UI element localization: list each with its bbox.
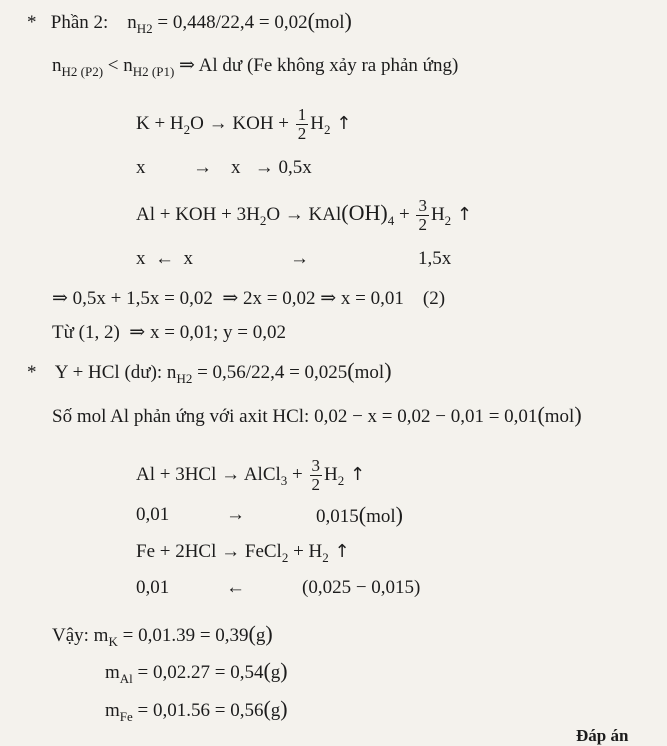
symbol-m: m (105, 662, 120, 683)
gas-arrow-icon: ↑ (344, 463, 366, 485)
gas-arrow-icon: ↑ (451, 203, 472, 225)
ratio-right: (0,025 − 0,015) (302, 577, 421, 598)
plus: + (287, 463, 308, 485)
bullet: * (27, 12, 37, 33)
gas-arrow-icon: ↑ (330, 112, 352, 134)
line-al-moles: Số mol Al phản ứng với axit HCl: 0,02 − x = 0,02 − 0,01 = 0,01(mol) (52, 402, 582, 427)
eq-mid: O → KAl (266, 203, 342, 225)
subscript: H2 (176, 371, 193, 386)
expression: = 0,01.56 = 0,56 (132, 700, 264, 721)
fraction-numerator: 3 (311, 456, 321, 475)
eq-lhs: Al + 3HCl → AlCl (136, 463, 281, 485)
ratio-arrow: → (226, 504, 245, 525)
fraction-denominator: 2 (418, 215, 427, 234)
mass-al: $m_{Al} = 0,02.27 = 0,54(g)$ (105, 658, 288, 686)
next-section-heading: Đáp án (576, 726, 629, 745)
subscript: 2 (444, 212, 452, 228)
subscript: 2 (322, 550, 329, 565)
subscript: 3 (280, 472, 288, 488)
subscript: Al (119, 671, 133, 686)
mole-ratio-3: 0,01 → 0,015(mol) (136, 502, 403, 527)
subscript: K (108, 634, 118, 649)
ratio-right: 1,5x (418, 248, 452, 269)
unit: mol (366, 506, 396, 527)
subscript: 2 (337, 472, 345, 488)
hydrogen: H (310, 112, 325, 134)
result-xy: Từ (1, 2) ⇒ x = 0,01; y = 0,02 (52, 322, 286, 343)
eq-mid: + H (288, 541, 323, 562)
subscript: 2 (324, 121, 331, 137)
hydrogen: H (430, 203, 445, 225)
fraction (416, 197, 429, 234)
conclusion: ⇒ Al dư (Fe không xảy ra phản ứng) (174, 55, 459, 76)
unit: mol (544, 406, 575, 427)
expression: = 0,01.39 = 0,39 (117, 625, 249, 646)
text: Số mol Al phản ứng với axit HCl: 0,02 − x = 0,02 − 0,01 = 0,01 (52, 406, 538, 427)
unit: mol (354, 362, 385, 383)
eq-lhs: Al + KOH + 3H (136, 203, 260, 225)
fraction (296, 106, 309, 143)
fraction-denominator: 2 (311, 475, 321, 494)
symbol-n: n (127, 12, 137, 33)
mole-ratio-2 (136, 248, 466, 270)
expression: = 0,56/22,4 = 0,025 (192, 362, 348, 383)
hydrogen: H (324, 463, 338, 485)
ratio-left: x ← x (136, 248, 193, 269)
fraction-numerator: 1 (297, 105, 307, 124)
fraction (310, 457, 323, 494)
label: Phần 2: (50, 12, 109, 33)
expression: = 0,02.27 = 0,54 (132, 662, 264, 683)
subscript: H2 (136, 21, 153, 36)
mole-ratio-1: x → x → 0,5x (136, 157, 312, 178)
eq-lhs: K + H (136, 112, 184, 134)
equation-al-koh (136, 197, 472, 234)
ratio-left: 0,01 (136, 504, 170, 525)
line-compare (52, 55, 458, 77)
fraction-numerator: 3 (418, 196, 427, 215)
subscript: 2 (281, 550, 289, 565)
ratio-arrow: → (290, 248, 309, 269)
subscript: H2 (P1) (132, 64, 175, 79)
subscript: 2 (259, 212, 267, 228)
equation-fe-hcl (136, 541, 350, 563)
symbol-n: n (123, 55, 133, 76)
bullet: * (27, 362, 37, 383)
less-than: < (103, 55, 124, 76)
hydroxide-group: (OH) (341, 199, 388, 225)
label: Y + HCl (dư): n (54, 362, 177, 383)
equation-al-hcl (136, 457, 365, 494)
line-y-hcl: * Y + HCl (dư): $n_{H2} = 0,56/22,4 = 0,025(mol)$ (27, 358, 392, 386)
eq-lhs: Fe + 2HCl → FeCl (136, 541, 282, 562)
subscript: H2 (P2) (61, 64, 104, 79)
equation-k-water (136, 106, 351, 143)
symbol-n: n (52, 55, 62, 76)
plus: + (394, 203, 415, 225)
unit: g (270, 662, 281, 683)
ratio-left: 0,01 (136, 577, 170, 598)
subscript: 2 (183, 121, 191, 137)
solve-x: ⇒ 0,5x + 1,5x = 0,02 ⇒ 2x = 0,02 ⇒ x = 0,01 (2) (52, 288, 446, 309)
symbol-m: m (105, 700, 120, 721)
label: Vậy: m (52, 625, 109, 646)
unit: g (255, 625, 266, 646)
eq-mid: O → KOH + (190, 112, 294, 134)
mole-ratio-4 (136, 577, 456, 599)
mass-fe: $m_{Fe} = 0,01.56 = 0,56(g)$ (105, 696, 288, 724)
unit: mol (314, 12, 345, 33)
gas-arrow-icon: ↑ (328, 541, 350, 562)
line-phan-2: * Phần 2: $n_{H2} = 0,448/22,4 = 0,02(mol)$ (27, 8, 352, 36)
unit: g (270, 700, 281, 721)
subscript: Fe (119, 709, 133, 724)
ratio-arrow: ← (226, 577, 245, 598)
expression: = 0,448/22,4 = 0,02 (152, 12, 308, 33)
fraction-denominator: 2 (297, 124, 307, 143)
mass-k: Vậy: $m_K = 0,01.39 = 0,39(g)$ (52, 621, 273, 649)
ratio-right: 0,015 (316, 506, 359, 527)
subscript: 4 (387, 212, 395, 228)
